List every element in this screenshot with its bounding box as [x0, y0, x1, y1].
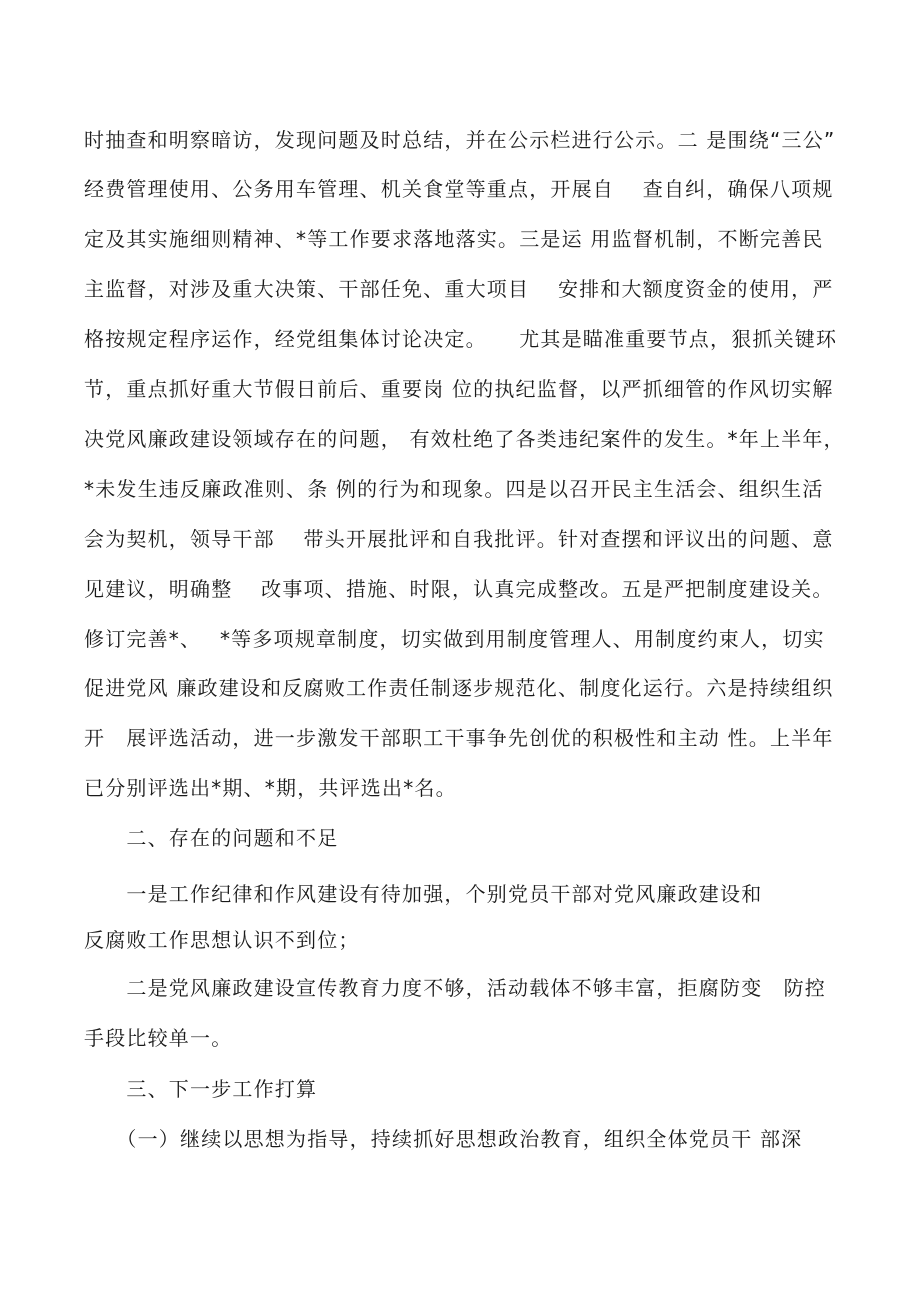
paragraph-line-5: 格按规定程序运作，经党组集体讨论决定。 尤其是瞄准重要节点，狠抓关键环 — [84, 327, 838, 351]
section-heading-problems: 二、存在的问题和不足 — [84, 826, 339, 850]
paragraph-line-9: 会为契机，领导干部 带头开展批评和自我批评。针对查摆和评议出的问题、意 — [84, 527, 834, 551]
paragraph-line-3: 定及其实施细则精神、*等工作要求落地落实。三是运 用监督机制，不断完善民 — [84, 227, 824, 251]
paragraph-line-2: 经费管理使用、公务用车管理、机关食堂等重点，开展自 查自纠，确保八项规 — [84, 177, 834, 201]
paragraph-line-10: 见建议，明确整 改事项、措施、时限，认真完成整改。五是严把制度建设关。 — [84, 577, 834, 601]
paragraph-line-11: 修订完善*、 *等多项规章制度，切实做到用制度管理人、用制度约束人，切实 — [84, 627, 825, 651]
paragraph-line-19: 手段比较单一。 — [84, 1026, 233, 1050]
paragraph-line-13: 开 展评选活动，进一步激发干部职工干事争先创优的积极性和主动 性。上半年 — [84, 726, 834, 750]
paragraph-line-14: 已分别评选出*期、*期，共评选出*名。 — [84, 776, 457, 800]
paragraph-line-4: 主监督，对涉及重大决策、干部任免、重大项目 安排和大额度资金的使用，严 — [84, 277, 834, 301]
paragraph-line-21: （一）继续以思想为指导，持续抓好思想政治教育，组织全体党员干 部深 — [84, 1127, 803, 1151]
paragraph-line-8: *未发生违反廉政准则、条 例的行为和现象。四是以召开民主生活会、组织生活 — [84, 477, 824, 501]
paragraph-line-7: 决党风廉政建设领域存在的问题， 有效杜绝了各类违纪案件的发生。*年上半年， — [84, 427, 845, 451]
paragraph-line-12: 促进党风 廉政建设和反腐败工作责任制逐步规范化、制度化运行。六是持续组织 — [84, 676, 834, 700]
paragraph-line-18: 二是党风廉政建设宣传教育力度不够，活动载体不够丰富，拒腐防变 防控 — [84, 976, 826, 1000]
section-heading-next-steps: 三、下一步工作打算 — [84, 1077, 318, 1101]
paragraph-line-6: 节，重点抓好重大节假日前后、重要岗 位的执纪监督，以严抓细管的作风切实解 — [84, 377, 834, 401]
paragraph-line-1: 时抽查和明察暗访，发现问题及时总结，并在公示栏进行公示。二 是围绕“三公” — [84, 128, 836, 152]
paragraph-line-17: 反腐败工作思想认识不到位； — [84, 928, 360, 952]
paragraph-line-16: 一是工作纪律和作风建设有待加强，个别党员干部对党风廉政建设和 — [84, 882, 763, 906]
